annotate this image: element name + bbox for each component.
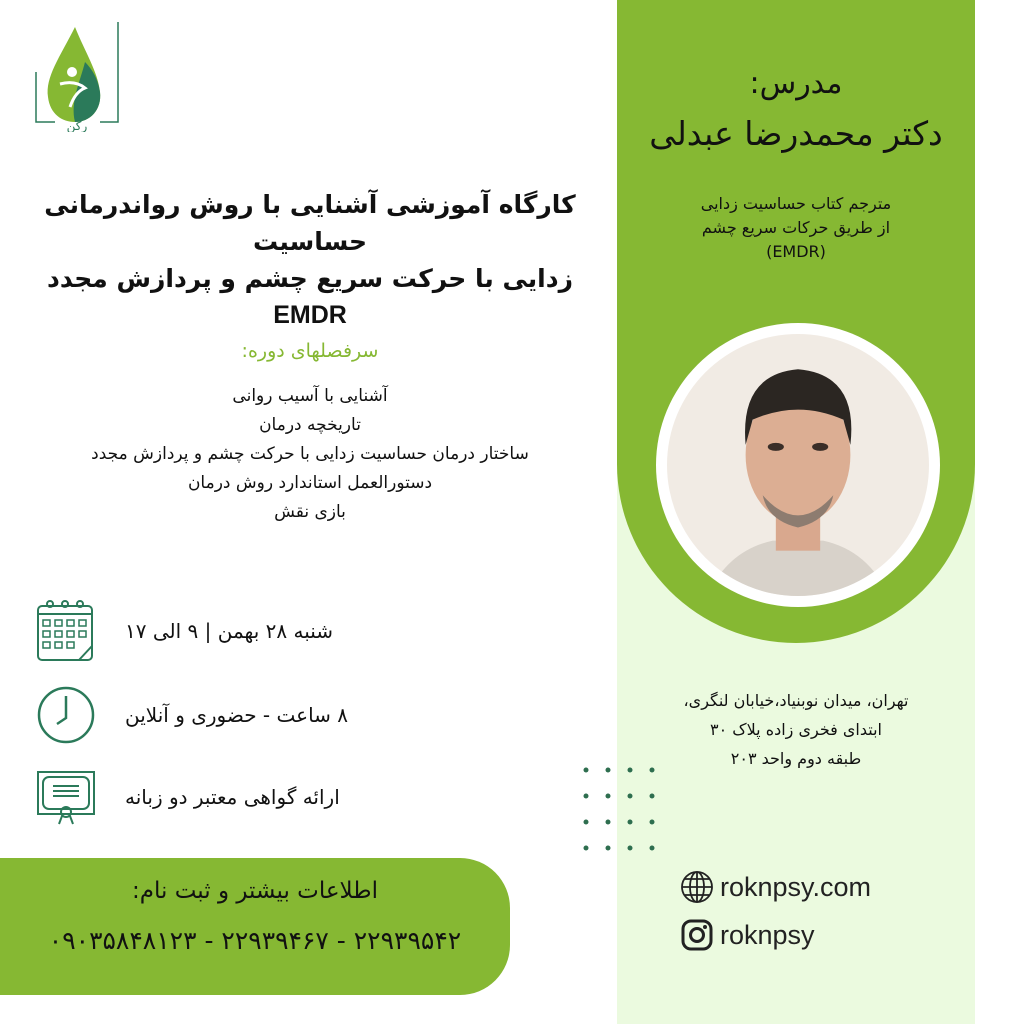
certificate-text: ارائه گواهی معتبر دو زبانه: [125, 785, 340, 809]
registration-heading: اطلاعات بیشتر و ثبت نام:: [132, 878, 378, 904]
teacher-name: دکتر محمدرضا عبدلی: [649, 114, 943, 153]
bio-line: (EMDR): [766, 242, 826, 261]
bio-line: مترجم کتاب حساسیت زدایی: [700, 194, 892, 213]
logo: [30, 22, 125, 132]
instagram-text: roknpsy: [720, 919, 815, 950]
calendar-icon: [35, 598, 97, 664]
topic-item: تاریخچه درمان: [259, 415, 361, 435]
info-date: [35, 596, 595, 666]
address: [617, 686, 975, 773]
info-certificate: [35, 762, 595, 832]
teacher-bio: [617, 192, 975, 264]
instagram-link[interactable]: [680, 918, 815, 952]
bio-line: از طریق حرکات سریع چشم: [701, 218, 891, 237]
svg-text:رکن: رکن: [66, 119, 88, 132]
certificate-icon: [35, 764, 97, 830]
teacher-label: مدرس:: [749, 66, 843, 101]
topic-item: دستورالعمل استاندارد روش درمان: [187, 473, 433, 493]
instagram-icon: [680, 918, 714, 952]
teacher-photo: [656, 323, 940, 607]
title-line-2: زدایی با حرکت سریع چشم و پردازش مجدد: [47, 264, 573, 293]
duration-text: ۸ ساعت - حضوری و آنلاین: [125, 703, 349, 727]
website-link[interactable]: [680, 870, 871, 904]
topic-item: آشنایی با آسیب روانی: [232, 386, 388, 406]
title-line-3: EMDR: [273, 301, 347, 329]
topic-item: بازی نقش: [274, 502, 346, 522]
address-line: تهران، میدان نوبنیاد،خیابان لنگری،: [683, 691, 909, 710]
address-line: طبقه دوم واحد ۲۰۳: [730, 749, 862, 768]
address-line: ابتدای فخری زاده پلاک ۳۰: [710, 720, 882, 739]
workshop-title: [30, 186, 590, 334]
decorative-dots: [578, 764, 668, 854]
info-duration: [35, 680, 595, 750]
topics-list: [20, 382, 600, 527]
clock-icon: [35, 682, 97, 748]
title-line-1: کارگاه آموزشی آشنایی با روش رواندرمانی حساسیت: [44, 190, 576, 256]
phone-numbers[interactable]: ۰۹۰۳۵۸۴۸۱۲۳ - ۲۲۹۳۹۴۶۷ - ۲۲۹۳۹۵۴۲: [48, 926, 462, 955]
globe-icon: [680, 870, 714, 904]
date-text: شنبه ۲۸ بهمن | ۹ الی ۱۷: [125, 619, 334, 643]
website-text: roknpsy.com: [720, 871, 872, 902]
topic-item: ساختار درمان حساسیت زدایی با حرکت چشم و پردازش مجدد: [91, 444, 529, 464]
topics-heading: سرفصلهای دوره:: [241, 340, 379, 362]
